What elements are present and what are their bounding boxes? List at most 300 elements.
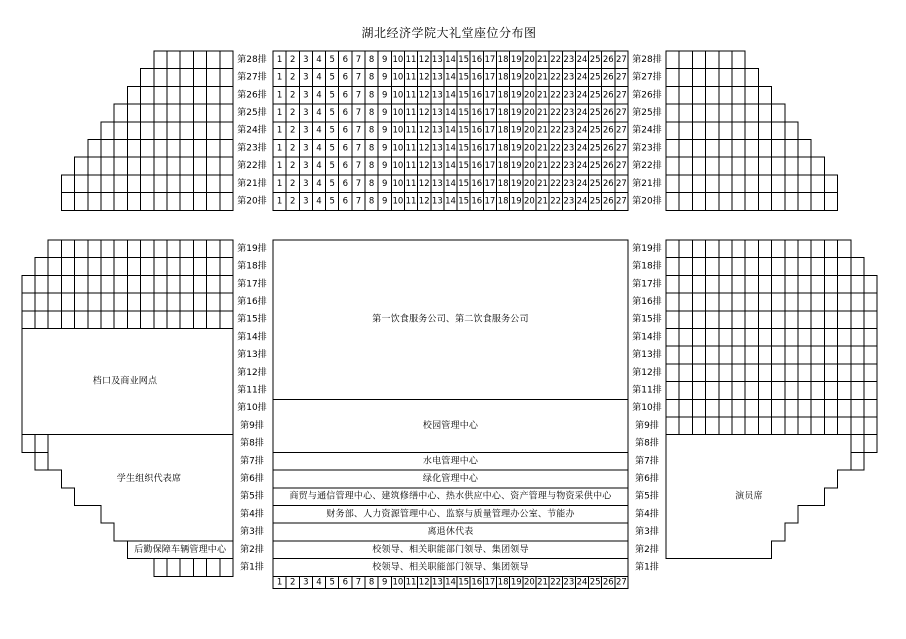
seat-number: 17 <box>484 72 496 83</box>
left-wing-seat <box>180 240 193 258</box>
right-wing-seat <box>772 417 785 435</box>
left-wing-seat <box>75 311 88 329</box>
right-wing-seat <box>798 157 811 175</box>
seat-number: 6 <box>342 178 349 189</box>
right-wing-seat <box>772 346 785 364</box>
right-wing-seat <box>692 69 705 87</box>
right-wing-seat <box>706 382 719 400</box>
right-wing-seat <box>824 382 837 400</box>
row-label-right: 第12排 <box>632 367 662 378</box>
seat-number: 10 <box>392 72 404 83</box>
seat-number: 17 <box>484 125 496 136</box>
left-wing-seat <box>101 157 114 175</box>
right-wing-seat <box>706 293 719 311</box>
left-wing-seat <box>141 122 154 140</box>
right-wing-seat <box>758 346 771 364</box>
bottom-seat-number: 13 <box>431 577 443 588</box>
left-wing-seat <box>75 175 88 193</box>
zone-catering-companies <box>273 240 628 399</box>
right-wing-seat <box>745 311 758 329</box>
seat-number: 15 <box>458 125 470 136</box>
seat-number: 14 <box>445 72 456 83</box>
seat-number: 12 <box>418 54 430 65</box>
left-wing-seat <box>220 275 233 293</box>
seat-number: 3 <box>303 72 309 83</box>
seat-number: 10 <box>392 125 404 136</box>
right-wing-seat <box>772 329 785 347</box>
seat-number: 5 <box>329 161 335 172</box>
left-wing-seat <box>127 157 140 175</box>
right-wing-seat <box>719 157 732 175</box>
seat-number: 27 <box>616 161 627 172</box>
seat-number: 3 <box>303 125 309 136</box>
seat-number: 27 <box>616 196 627 207</box>
row-label-right: 第17排 <box>632 279 662 290</box>
seat-number: 12 <box>418 143 430 154</box>
seat-number: 15 <box>458 90 470 101</box>
seat-number: 9 <box>382 54 388 65</box>
right-wing-seat <box>666 346 679 364</box>
left-wing-seat <box>114 311 127 329</box>
seat-number: 24 <box>576 72 588 83</box>
right-wing-seat <box>666 86 679 104</box>
right-wing-seat <box>785 329 798 347</box>
zone-performers <box>666 435 851 559</box>
seat-number: 5 <box>329 72 335 83</box>
left-wing-seat <box>22 435 35 453</box>
left-wing-seat <box>127 258 140 276</box>
bottom-seat-number: 16 <box>471 577 483 588</box>
seat-number: 11 <box>405 90 417 101</box>
seat-number: 21 <box>537 161 548 172</box>
bottom-seat-number: 7 <box>355 577 362 588</box>
right-wing-seat <box>679 293 692 311</box>
right-wing-seat <box>666 258 679 276</box>
row-label-left: 第27排 <box>237 72 267 83</box>
left-wing-seat <box>180 51 193 69</box>
seat-number: 10 <box>392 196 404 207</box>
seat-number: 13 <box>431 72 443 83</box>
right-wing-seat <box>772 122 785 140</box>
seat-number: 11 <box>405 107 417 118</box>
left-wing-seat <box>180 86 193 104</box>
seat-number: 22 <box>550 161 562 172</box>
zone-commerce-services-label: 商贸与通信管理中心、建筑修缮中心、热水供应中心、资产管理与物资采供中心 <box>289 491 612 502</box>
seat-number: 25 <box>589 90 601 101</box>
seat-number: 15 <box>458 178 470 189</box>
left-wing-seat <box>207 51 220 69</box>
left-wing-seat <box>101 175 114 193</box>
right-wing-seat <box>798 193 811 211</box>
seat-number: 5 <box>329 143 335 154</box>
seat-number: 20 <box>523 90 535 101</box>
bottom-seat-number: 20 <box>523 577 535 588</box>
seat-number: 26 <box>602 143 614 154</box>
right-wing-seat <box>851 364 864 382</box>
right-wing-seat <box>772 364 785 382</box>
left-wing-seat <box>207 69 220 87</box>
bottom-seat-number: 24 <box>576 577 588 588</box>
right-wing-seat <box>732 293 745 311</box>
seat-number: 2 <box>290 107 296 118</box>
seat-number: 24 <box>576 107 588 118</box>
right-wing-seat <box>692 122 705 140</box>
right-wing-seat <box>719 346 732 364</box>
seat-number: 10 <box>392 143 404 154</box>
seat-number: 18 <box>497 178 509 189</box>
right-wing-seat <box>719 293 732 311</box>
seat-number: 12 <box>418 90 430 101</box>
left-wing-seat <box>220 258 233 276</box>
right-wing-seat <box>851 346 864 364</box>
left-wing-seat <box>75 157 88 175</box>
right-wing-seat <box>745 346 758 364</box>
zone-leaders-row-1-label: 校领导、相关职能部门领导、集团领导 <box>372 562 529 573</box>
left-wing-seat <box>114 140 127 158</box>
seat-number: 18 <box>497 72 509 83</box>
right-wing-seat <box>666 275 679 293</box>
seat-number: 20 <box>523 54 535 65</box>
seat-number: 16 <box>471 161 483 172</box>
right-wing-seat <box>758 399 771 417</box>
bottom-seat-number: 6 <box>342 577 349 588</box>
right-wing-seat <box>824 311 837 329</box>
right-wing-seat <box>719 275 732 293</box>
zone-logistics-label: 后勤保障车辆管理中心 <box>134 544 227 555</box>
left-wing-seat <box>193 193 206 211</box>
seat-number: 14 <box>445 125 456 136</box>
seat-number: 13 <box>431 178 443 189</box>
row-label-left: 第10排 <box>237 403 267 414</box>
left-wing-seat <box>141 104 154 122</box>
seat-number: 4 <box>316 143 322 154</box>
left-wing-seat <box>88 311 101 329</box>
right-wing-seat <box>838 240 851 258</box>
seat-number: 18 <box>497 143 509 154</box>
left-wing-seat <box>141 140 154 158</box>
right-wing-seat <box>785 364 798 382</box>
right-wing-seat <box>811 329 824 347</box>
seat-number: 3 <box>303 161 309 172</box>
left-wing-seat <box>180 275 193 293</box>
seat-number: 1 <box>276 107 283 118</box>
seat-number: 25 <box>589 72 601 83</box>
right-wing-seat <box>851 435 864 453</box>
right-wing-seat <box>758 140 771 158</box>
right-wing-seat <box>785 157 798 175</box>
seat-number: 21 <box>537 125 548 136</box>
left-wing-seat <box>101 240 114 258</box>
seat-number: 27 <box>616 54 627 65</box>
zone-students-label: 学生组织代表席 <box>116 473 182 484</box>
left-wing-seat <box>220 140 233 158</box>
left-wing-seat <box>88 293 101 311</box>
row-label-left: 第7排 <box>240 456 264 467</box>
seat-number: 23 <box>563 107 575 118</box>
left-wing-seat <box>141 175 154 193</box>
left-wing-seat <box>167 275 180 293</box>
left-wing-seat <box>193 140 206 158</box>
left-wing-seat <box>61 275 74 293</box>
seat-number: 20 <box>523 178 535 189</box>
right-wing-seat <box>758 311 771 329</box>
right-wing-seat <box>785 346 798 364</box>
right-wing-seat <box>798 311 811 329</box>
left-wing-seat <box>88 175 101 193</box>
right-wing-seat <box>758 258 771 276</box>
seat-number: 23 <box>563 196 575 207</box>
right-wing-seat <box>864 382 877 400</box>
seat-number: 1 <box>276 161 283 172</box>
left-wing-seat <box>180 258 193 276</box>
left-wing-seat <box>207 104 220 122</box>
seat-number: 5 <box>329 90 335 101</box>
right-wing-seat <box>785 175 798 193</box>
seat-number: 22 <box>550 54 562 65</box>
seat-number: 24 <box>576 161 588 172</box>
seat-number: 16 <box>471 178 483 189</box>
right-wing-seat <box>719 140 732 158</box>
right-wing-seat <box>785 240 798 258</box>
right-wing-seat <box>706 104 719 122</box>
right-wing-seat <box>758 175 771 193</box>
right-wing-seat <box>706 157 719 175</box>
seat-number: 21 <box>537 90 548 101</box>
left-wing-seat <box>167 311 180 329</box>
zone-performers-label: 演员席 <box>735 491 763 502</box>
row-label-right: 第28排 <box>632 54 662 65</box>
right-wing-seat <box>692 275 705 293</box>
right-wing-seat <box>824 275 837 293</box>
left-wing-seat <box>114 275 127 293</box>
seat-number: 9 <box>382 161 388 172</box>
left-wing-seat <box>220 157 233 175</box>
left-wing-seat <box>220 175 233 193</box>
right-wing-seat <box>745 275 758 293</box>
right-wing-seat <box>745 104 758 122</box>
left-wing-seat <box>61 311 74 329</box>
right-wing-seat <box>745 122 758 140</box>
right-wing-seat <box>679 240 692 258</box>
right-wing-seat <box>851 311 864 329</box>
left-wing-seat <box>167 240 180 258</box>
seat-number: 25 <box>589 178 601 189</box>
seat-number: 19 <box>510 54 522 65</box>
seat-number: 5 <box>329 125 335 136</box>
right-wing-seat <box>785 417 798 435</box>
seat-number: 3 <box>303 107 309 118</box>
seat-number: 4 <box>316 72 322 83</box>
bottom-seat-number: 3 <box>303 577 309 588</box>
seat-number: 9 <box>382 178 388 189</box>
row-label-right: 第9排 <box>635 420 659 431</box>
left-wing-seat <box>114 104 127 122</box>
seat-number: 17 <box>484 196 496 207</box>
left-wing-seat <box>207 275 220 293</box>
seat-number: 16 <box>471 54 483 65</box>
seat-number: 7 <box>355 72 362 83</box>
left-wing-seat <box>22 311 35 329</box>
right-wing-seat <box>719 382 732 400</box>
right-wing-seat <box>798 364 811 382</box>
right-wing-seat <box>719 193 732 211</box>
right-wing-seat <box>732 240 745 258</box>
right-wing-seat <box>838 399 851 417</box>
right-wing-seat <box>692 346 705 364</box>
row-label-left: 第18排 <box>237 261 267 272</box>
right-wing-seat <box>758 104 771 122</box>
zone-logistics <box>127 541 233 559</box>
right-wing-seat <box>706 140 719 158</box>
right-wing-seat <box>824 258 837 276</box>
right-wing-seat <box>692 175 705 193</box>
bottom-seat-number: 21 <box>537 577 548 588</box>
right-wing-seat <box>732 311 745 329</box>
left-wing-seat <box>141 293 154 311</box>
right-wing-seat <box>785 382 798 400</box>
right-wing-seat <box>838 364 851 382</box>
left-wing-seat <box>167 51 180 69</box>
left-wing-seat <box>114 193 127 211</box>
right-wing-seat <box>785 140 798 158</box>
right-wing-seat <box>732 346 745 364</box>
seat-number: 19 <box>510 125 522 136</box>
seat-number: 14 <box>445 54 456 65</box>
seat-number: 6 <box>342 161 349 172</box>
zone-students-box <box>48 435 233 541</box>
left-wing-seat <box>180 140 193 158</box>
seat-number: 7 <box>355 107 362 118</box>
right-wing-seat <box>692 258 705 276</box>
right-wing-seat <box>732 258 745 276</box>
row-label-right: 第16排 <box>632 296 662 307</box>
seat-number: 14 <box>445 107 456 118</box>
zone-retirees-label: 离退休代表 <box>427 527 474 538</box>
left-wing-seat <box>220 51 233 69</box>
seat-number: 25 <box>589 107 601 118</box>
right-wing-seat <box>772 311 785 329</box>
row-label-left: 第5排 <box>240 491 264 502</box>
right-wing-seat <box>824 240 837 258</box>
left-wing-seat <box>154 293 167 311</box>
right-wing-seat <box>851 293 864 311</box>
right-wing-seat <box>745 86 758 104</box>
row-label-right: 第15排 <box>632 314 662 325</box>
seat-number: 25 <box>589 161 601 172</box>
right-wing-seat <box>851 258 864 276</box>
left-wing-seat <box>35 275 48 293</box>
zone-students <box>48 435 233 541</box>
seat-number: 22 <box>550 143 562 154</box>
seat-number: 21 <box>537 54 548 65</box>
right-wing-seat <box>864 399 877 417</box>
left-wing-seat <box>48 258 61 276</box>
right-wing-seat <box>785 122 798 140</box>
right-wing-seat <box>798 329 811 347</box>
right-wing-seat <box>745 258 758 276</box>
right-wing-seat <box>692 104 705 122</box>
seat-number: 26 <box>602 125 614 136</box>
seat-number: 27 <box>616 143 627 154</box>
row-label-left: 第6排 <box>240 473 264 484</box>
seat-number: 19 <box>510 72 522 83</box>
left-wing-seat <box>48 240 61 258</box>
left-wing-seat <box>167 86 180 104</box>
seat-number: 15 <box>458 72 470 83</box>
right-wing-seat <box>851 275 864 293</box>
seat-number: 15 <box>458 196 470 207</box>
seat-number: 17 <box>484 107 496 118</box>
right-wing-seat <box>824 364 837 382</box>
left-wing-seat <box>141 275 154 293</box>
seat-number: 14 <box>445 196 456 207</box>
seat-number: 5 <box>329 178 335 189</box>
left-wing-seat <box>180 175 193 193</box>
right-wing-seat <box>719 104 732 122</box>
left-wing-seat <box>167 293 180 311</box>
left-wing-seat <box>141 311 154 329</box>
right-wing-seat <box>758 86 771 104</box>
row-label-left: 第8排 <box>240 438 264 449</box>
right-wing-seat <box>785 258 798 276</box>
right-wing-seat <box>838 382 851 400</box>
left-wing-seat <box>207 175 220 193</box>
left-wing-seat <box>114 258 127 276</box>
seat-number: 27 <box>616 125 627 136</box>
left-wing-seat <box>220 293 233 311</box>
right-wing-seat <box>745 193 758 211</box>
zone-shops-label: 档口及商业网点 <box>92 376 158 387</box>
seat-number: 2 <box>290 196 296 207</box>
left-wing-seat <box>88 140 101 158</box>
right-wing-seat <box>706 364 719 382</box>
left-wing-seat <box>88 258 101 276</box>
seat-number: 4 <box>316 196 322 207</box>
row-label-right: 第10排 <box>632 403 662 414</box>
left-wing-seat <box>101 193 114 211</box>
right-wing-seat <box>692 51 705 69</box>
seat-number: 1 <box>276 143 283 154</box>
left-wing-seat <box>127 240 140 258</box>
left-wing-seat <box>35 311 48 329</box>
seat-number: 8 <box>368 161 375 172</box>
right-wing-seat <box>772 240 785 258</box>
left-wing-seat <box>88 157 101 175</box>
left-wing-seat <box>127 311 140 329</box>
seat-number: 27 <box>616 72 627 83</box>
seat-number: 5 <box>329 107 335 118</box>
left-wing-seat <box>35 258 48 276</box>
seat-number: 10 <box>392 90 404 101</box>
right-wing-seat <box>666 382 679 400</box>
right-wing-seat <box>732 382 745 400</box>
left-wing-seat <box>154 122 167 140</box>
seat-number: 13 <box>431 125 443 136</box>
right-wing-seat <box>706 399 719 417</box>
bottom-seat-number: 25 <box>589 577 601 588</box>
right-wing-seat <box>811 311 824 329</box>
seat-number: 19 <box>510 90 522 101</box>
left-wing-seat <box>193 104 206 122</box>
right-wing-seat <box>706 193 719 211</box>
right-wing-seat <box>838 329 851 347</box>
right-wing-seat <box>732 175 745 193</box>
row-label-right: 第14排 <box>632 332 662 343</box>
right-wing-seat <box>666 399 679 417</box>
row-label-right: 第7排 <box>635 456 659 467</box>
left-wing-seat <box>141 258 154 276</box>
right-wing-seat <box>679 417 692 435</box>
